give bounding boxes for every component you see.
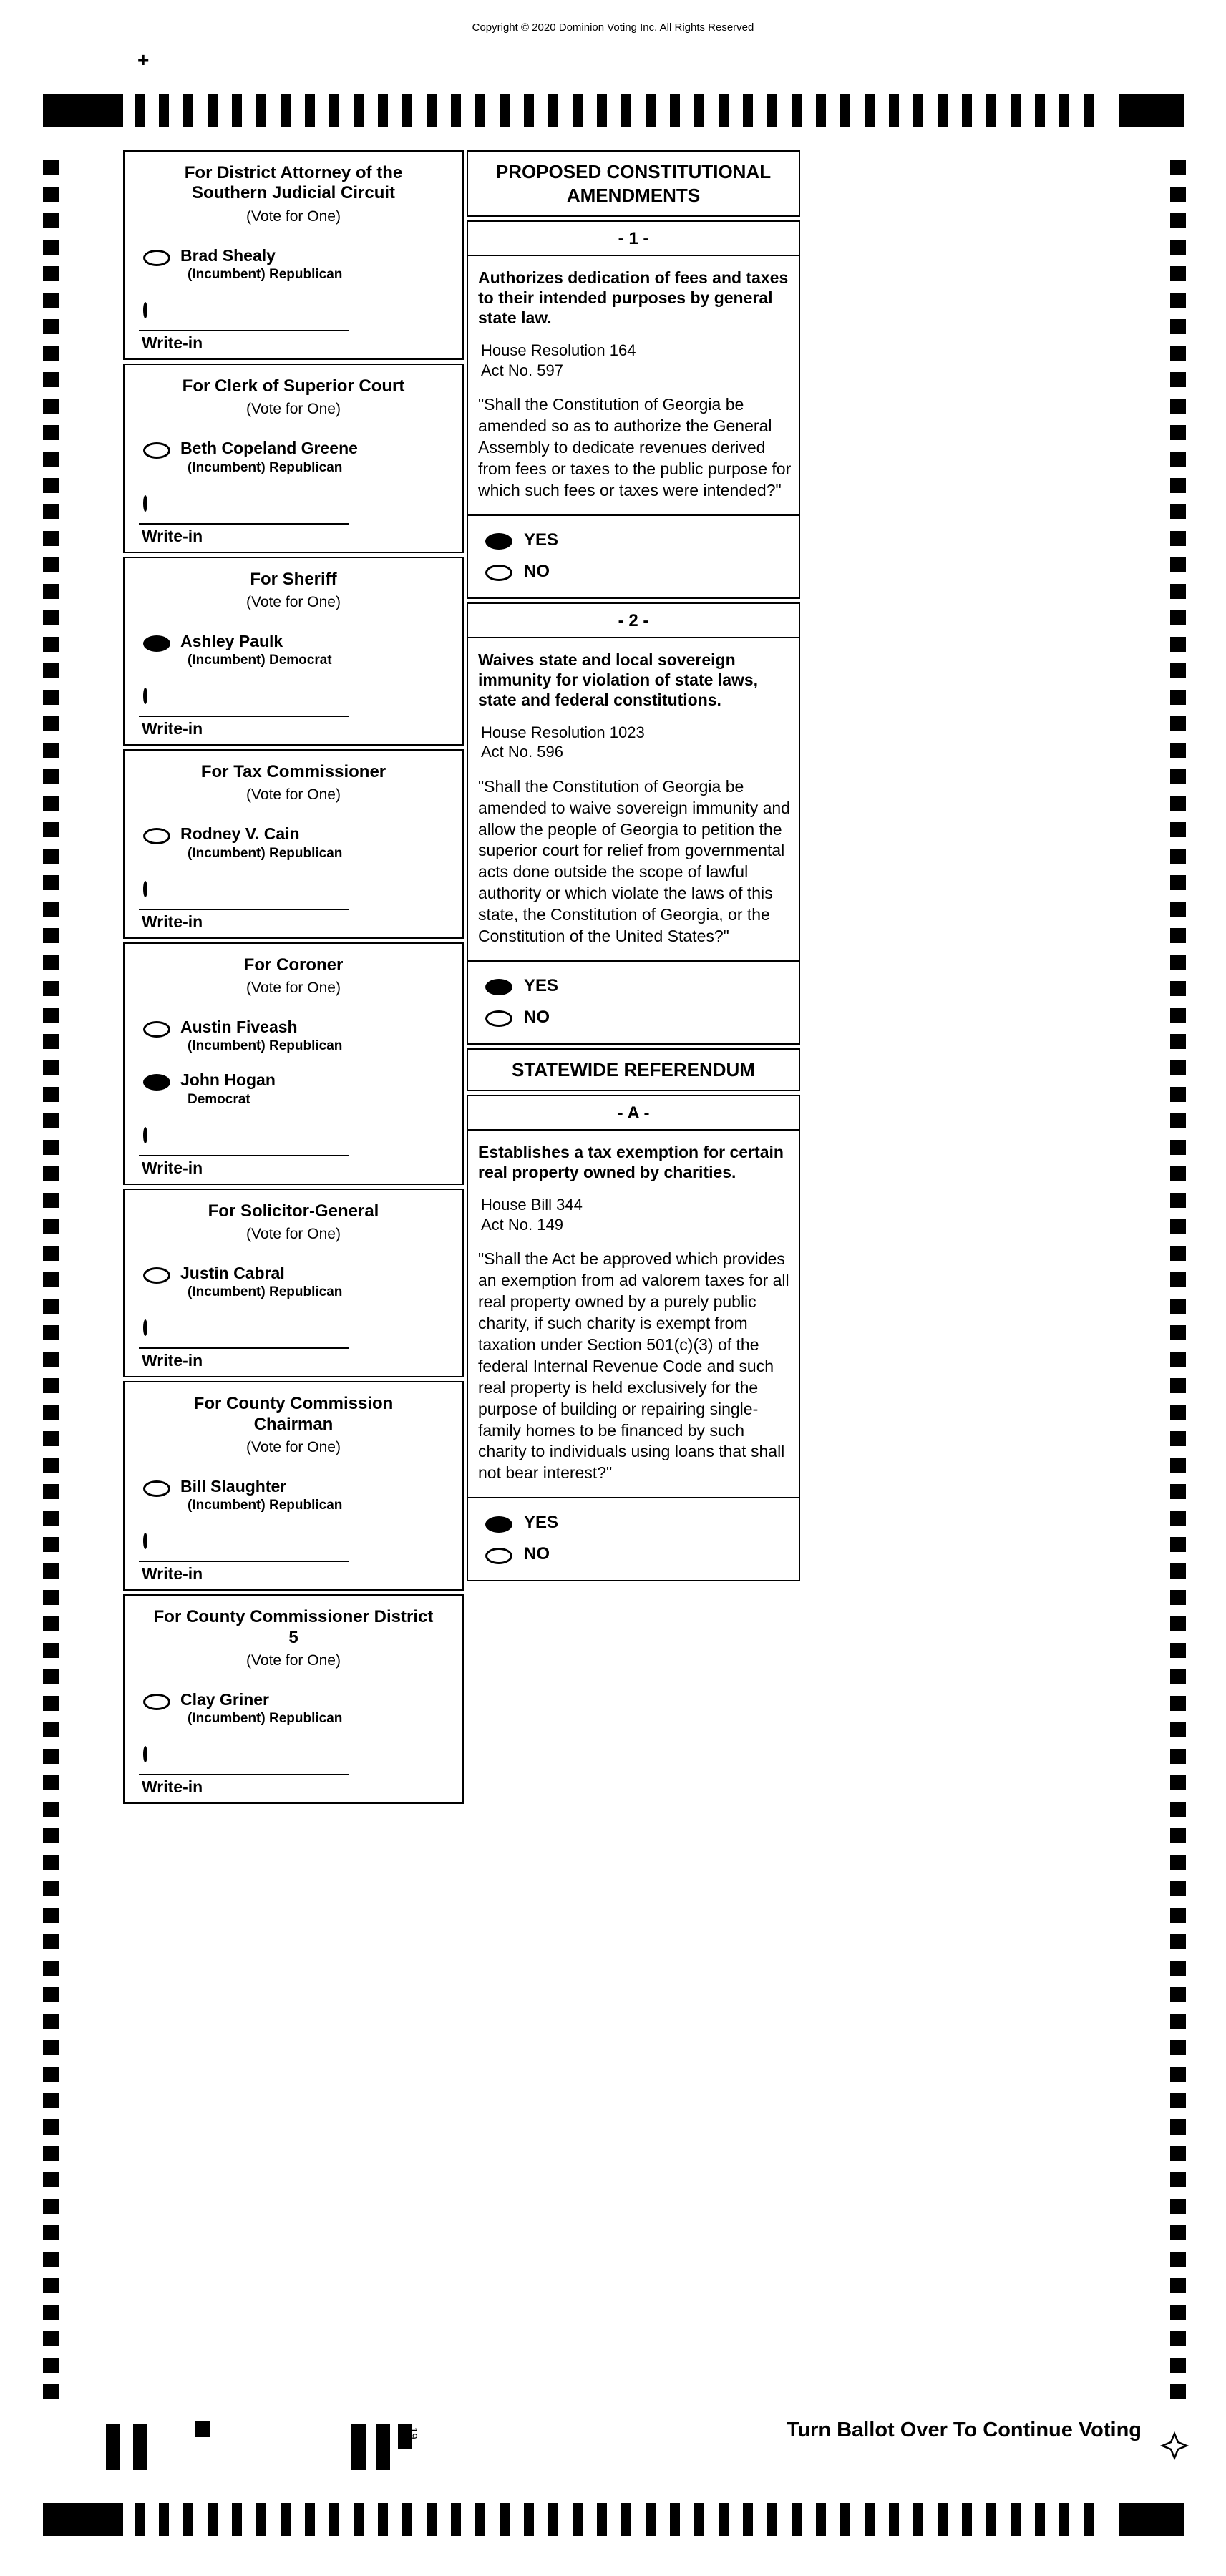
no-label: NO (524, 1007, 550, 1027)
no-label: NO (524, 1544, 550, 1564)
measure-ref-2: Act No. 596 (481, 743, 563, 761)
timing-marks-left (43, 160, 59, 2400)
candidate-party: (Incumbent) Republican (188, 1284, 343, 1300)
footer-code-bar (351, 2424, 366, 2470)
measure-ref-2: Act No. 597 (481, 361, 563, 379)
candidate-text (180, 247, 342, 283)
write-in-oval[interactable] (143, 1533, 147, 1549)
no-oval[interactable] (485, 1010, 512, 1027)
amendments-header: PROPOSED CONSTITUTIONAL AMENDMENTS (495, 161, 772, 206)
race-title: For Tax Commissioner (200, 762, 386, 782)
candidate-party: (Incumbent) Republican (188, 845, 343, 861)
vote-instruction: (Vote for One) (246, 1225, 341, 1242)
vote-oval[interactable] (143, 1480, 170, 1497)
vote-instruction: (Vote for One) (246, 1438, 341, 1455)
yes-label: YES (524, 1513, 559, 1533)
race-title: For County Commissioner District 5 (153, 1607, 434, 1647)
write-in-option[interactable] (125, 869, 462, 900)
timing-block-end (1119, 2503, 1184, 2536)
timing-block-end (1119, 94, 1184, 127)
race-county-commissioner-district-5 (123, 1594, 464, 1804)
measure-number: - 1 - (468, 222, 799, 256)
race-title: For County Commission Chairman (193, 1394, 394, 1434)
timing-block-start (43, 2503, 123, 2536)
measure-number: - A - (468, 1096, 799, 1131)
yes-option[interactable] (485, 525, 799, 556)
timing-marks-right (1170, 160, 1186, 2400)
alignment-plus-mark: + (137, 49, 150, 71)
turn-ballot-instruction: Turn Ballot Over To Continue Voting (786, 2419, 1142, 2441)
yes-label: YES (524, 975, 559, 995)
no-label: NO (524, 561, 550, 581)
measure-choices (468, 1497, 799, 1580)
copyright-text: Copyright © 2020 Dominion Voting Inc. All Rights Reserved (472, 21, 754, 34)
write-in-oval[interactable] (143, 302, 147, 318)
write-in-oval[interactable] (143, 688, 147, 704)
measure-summary: Waives state and local sovereign immunity for violation of state laws, state and federal constitutions. (478, 650, 759, 709)
measure-question: "Shall the Constitution of Georgia be amended so as to authorize the General Assembly to dedicate revenues derived from fees or taxes to the public purpose for which such fees or taxes were intended?" (478, 395, 792, 499)
race-county-commission-chairman (123, 1381, 464, 1591)
candidate-name: Austin Fiveash (180, 1018, 298, 1037)
candidate-party: (Incumbent) Republican (188, 1498, 343, 1513)
yes-option[interactable] (485, 970, 799, 1002)
candidate-name: Justin Cabral (180, 1263, 285, 1282)
candidate-name: Brad Shealy (180, 245, 276, 265)
no-oval[interactable] (485, 1548, 512, 1564)
candidate-option[interactable] (125, 237, 462, 290)
vote-oval[interactable] (143, 1694, 170, 1710)
candidate-option[interactable] (125, 429, 462, 482)
write-in-oval[interactable] (143, 881, 147, 897)
race-solicitor-general (123, 1189, 464, 1378)
write-in-option[interactable] (125, 1734, 462, 1765)
candidate-option[interactable] (125, 623, 462, 675)
vote-instruction: (Vote for One) (246, 593, 341, 610)
measure-choices (468, 514, 799, 597)
yes-oval[interactable] (485, 533, 512, 550)
candidate-name: Rodney V. Cain (180, 824, 300, 844)
candidate-option[interactable] (125, 1254, 462, 1307)
candidate-text (180, 633, 332, 668)
candidate-party: (Incumbent) Democrat (188, 653, 332, 668)
write-in-option[interactable] (125, 675, 462, 707)
write-in-option[interactable] (125, 1307, 462, 1339)
vote-instruction: (Vote for One) (246, 1652, 341, 1669)
candidate-text (180, 1071, 276, 1107)
write-in-label: Write-in (142, 526, 203, 545)
write-in-label: Write-in (142, 912, 203, 931)
candidate-option[interactable] (125, 1468, 462, 1521)
referendum-header-box (467, 1048, 800, 1092)
candidate-party: (Incumbent) Republican (188, 459, 343, 475)
write-in-oval[interactable] (143, 495, 147, 512)
write-in-label: Write-in (142, 719, 203, 738)
timing-bars (135, 94, 1107, 127)
candidate-name: Bill Slaughter (180, 1476, 287, 1496)
race-title: For Solicitor-General (208, 1201, 379, 1221)
race-tax-commissioner (123, 749, 464, 939)
candidate-text (180, 1691, 342, 1727)
vote-oval[interactable] (143, 828, 170, 844)
measure-references (468, 1182, 799, 1234)
measure-ref-2: Act No. 149 (481, 1215, 563, 1234)
footer-code-bar (106, 2424, 120, 2470)
race-title: For District Attorney of the Southern Judicial Circuit (184, 163, 403, 203)
candidate-option[interactable] (125, 1681, 462, 1734)
write-in-oval[interactable] (143, 1127, 147, 1143)
vote-instruction: (Vote for One) (246, 401, 341, 418)
registration-crosshair-icon (1160, 2431, 1189, 2464)
no-oval[interactable] (485, 565, 512, 581)
yes-label: YES (524, 530, 559, 550)
candidate-party: (Incumbent) Republican (188, 1038, 343, 1054)
candidate-party: (Incumbent) Republican (188, 266, 343, 282)
measure-question: "Shall the Constitution of Georgia be amended to waive sovereign immunity and allow the people of Georgia to petition the superior court for relief from governmental acts done outside the scope of lawful authority or which violate the laws of this state, the Constitution of Georgia, or the Constitution of the United States?" (478, 776, 790, 945)
vote-oval[interactable] (143, 1267, 170, 1284)
yes-option[interactable] (485, 1507, 799, 1538)
measure-references (468, 710, 799, 762)
footer-code-bar (376, 2424, 390, 2470)
candidate-name: Beth Copeland Greene (180, 439, 358, 458)
yes-oval[interactable] (485, 1516, 512, 1533)
measure-references (468, 328, 799, 380)
race-clerk-superior-court (123, 364, 464, 553)
race-title: For Coroner (243, 955, 344, 975)
measure-choices (468, 960, 799, 1043)
candidate-name: John Hogan (180, 1070, 276, 1090)
candidate-option[interactable] (125, 815, 462, 868)
races-column (123, 150, 464, 1807)
timing-marks-top (43, 94, 1184, 127)
candidate-text (180, 1478, 342, 1513)
race-coroner (123, 942, 464, 1185)
vote-instruction: (Vote for One) (246, 208, 341, 225)
footer-code-square (195, 2421, 210, 2437)
candidate-name: Clay Griner (180, 1689, 269, 1709)
no-option[interactable] (485, 1002, 799, 1033)
race-sheriff (123, 557, 464, 746)
candidate-party: (Incumbent) Republican (188, 1711, 343, 1727)
race-title: For Clerk of Superior Court (182, 376, 405, 396)
timing-block-start (43, 94, 123, 127)
measure-question: "Shall the Act be approved which provides an exemption from ad valorem taxes for all real property owned by a purely public charity, if such charity is exempt from taxation under Section 501(c)(3) of the federal Internal Revenue Code and such real property is held exclusively for the purpose of building or repairing single-family homes to be financed by such charity to individuals using loans that shall not bear interest?" (478, 1249, 789, 1483)
measure-number: - 2 - (468, 604, 799, 638)
race-title: For Sheriff (250, 569, 337, 589)
vote-oval[interactable] (143, 250, 170, 266)
vote-oval[interactable] (143, 635, 170, 652)
write-in-option[interactable] (125, 483, 462, 514)
measure-ref-1: House Resolution 164 (481, 341, 636, 360)
write-in-option[interactable] (125, 1521, 462, 1552)
write-in-oval[interactable] (143, 1746, 147, 1762)
candidate-text (180, 825, 342, 861)
candidate-party: Democrat (188, 1091, 250, 1107)
candidate-option[interactable] (125, 1008, 462, 1061)
candidate-text (180, 439, 358, 475)
candidate-text (180, 1264, 342, 1300)
footer-code-bar (133, 2424, 147, 2470)
measures-column (467, 150, 800, 1585)
measure-summary: Authorizes dedication of fees and taxes to their intended purposes by general state law. (478, 268, 789, 328)
write-in-label: Write-in (142, 333, 203, 352)
vote-oval[interactable] (143, 1074, 170, 1091)
no-option[interactable] (485, 556, 799, 587)
measure-amendment-1 (467, 220, 800, 599)
measure-amendment-2 (467, 602, 800, 1045)
yes-oval[interactable] (485, 979, 512, 995)
timing-marks-bottom (43, 2503, 1184, 2536)
measure-ref-1: House Resolution 1023 (481, 723, 645, 741)
vote-instruction: (Vote for One) (246, 980, 341, 997)
candidate-text (180, 1018, 342, 1054)
no-option[interactable] (485, 1538, 799, 1570)
write-in-label: Write-in (142, 1777, 203, 1797)
timing-bars (135, 2503, 1107, 2536)
write-in-option[interactable] (125, 1115, 462, 1146)
measure-ref-1: House Bill 344 (481, 1196, 583, 1214)
write-in-label: Write-in (142, 1158, 203, 1177)
measure-referendum-a (467, 1095, 800, 1581)
amendments-header-box (467, 150, 800, 217)
candidate-option[interactable] (125, 1061, 462, 1114)
write-in-label: Write-in (142, 1351, 203, 1370)
candidate-name: Ashley Paulk (180, 631, 283, 650)
measure-summary: Establishes a tax exemption for certain real property owned by charities. (478, 1143, 784, 1182)
footer-page-mark: 19 (407, 2427, 419, 2439)
write-in-label: Write-in (142, 1564, 203, 1584)
vote-oval[interactable] (143, 442, 170, 459)
vote-instruction: (Vote for One) (246, 786, 341, 804)
vote-oval[interactable] (143, 1021, 170, 1038)
write-in-oval[interactable] (143, 1319, 147, 1336)
write-in-option[interactable] (125, 290, 462, 321)
referendum-header: STATEWIDE REFERENDUM (512, 1058, 755, 1080)
race-district-attorney (123, 150, 464, 360)
